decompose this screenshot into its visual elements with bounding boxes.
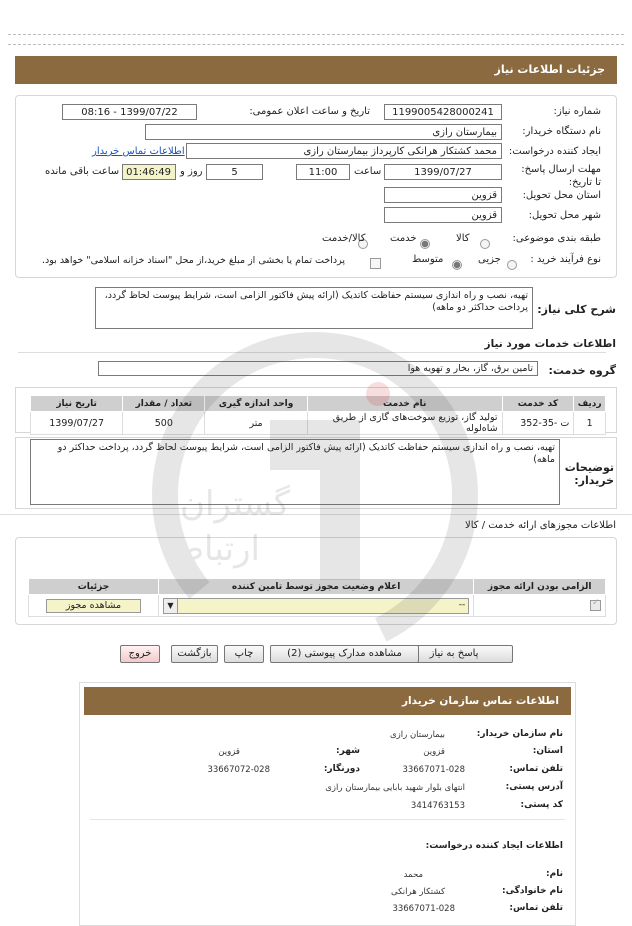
- permit-details-cell: [29, 595, 159, 617]
- description-textarea: تهیه، نصب و راه اندازی سیستم حفاظت کاتدیک (ارائه پیش فاکتور الزامی است، شرایط پیوست لحاظ گردد، پرداخت حداکثر دو ماهه): [95, 287, 533, 329]
- contact-fax-value: 33667072-028: [207, 765, 270, 775]
- chevron-down-icon: ▼: [164, 599, 178, 613]
- radio-medium-label: متوسط: [412, 254, 444, 265]
- buyer-notes-label: توضیحات خریدار:: [564, 461, 614, 487]
- col-qty: تعداد / مقدار: [123, 396, 205, 412]
- contact-phone-label: تلفن تماس:: [509, 764, 563, 774]
- city-label: شهر محل تحویل:: [528, 210, 601, 221]
- service-group-field: تامین برق، گاز، بخار و تهویه هوا: [98, 361, 538, 376]
- back-button[interactable]: بازگشت: [171, 645, 218, 663]
- days-field: 5: [206, 164, 263, 180]
- days-label: روز و: [180, 166, 203, 177]
- contact-title: اطلاعات تماس سازمان خریدار: [84, 687, 571, 715]
- contact-phone-value: 33667071-028: [402, 765, 465, 775]
- col-date: تاریخ نیاز: [31, 396, 123, 412]
- contact-city-label: شهر:: [336, 746, 360, 756]
- col-unit: واحد اندازه گیری: [205, 396, 308, 412]
- print-button[interactable]: چاپ: [224, 645, 264, 663]
- radio-partial[interactable]: [507, 254, 517, 273]
- treasury-checkbox[interactable]: [370, 253, 381, 272]
- exit-button[interactable]: خروج: [120, 645, 160, 663]
- service-group-label: گروه خدمت:: [548, 364, 616, 377]
- need-number-field: 1199005428000241: [384, 104, 502, 120]
- creator-name-value: محمد: [403, 870, 423, 880]
- creator-field: محمد کشتکار هرانکی کارپرداز بیمارستان رازی: [186, 143, 502, 159]
- purchase-type-label: نوع فرآیند خرید :: [530, 254, 601, 265]
- permit-required-checkbox: [590, 600, 601, 611]
- permits-table: [28, 578, 606, 617]
- deadline-label: مهلت ارسال پاسخ: تا تاریخ:: [521, 164, 601, 188]
- contact-province-label: استان:: [532, 746, 563, 756]
- announce-date-field: 1399/07/22 - 08:16: [62, 104, 197, 120]
- payment-note: پرداخت تمام یا بخشی از مبلغ خرید،از محل "اسناد خزانه اسلامی" خواهد بود.: [42, 255, 345, 266]
- creator-phone-label: تلفن تماس:: [509, 903, 563, 913]
- province-label: استان محل تحویل:: [522, 190, 601, 201]
- col-row: ردیف: [574, 396, 606, 412]
- cell-qty: 500: [123, 412, 205, 435]
- table-row: [31, 412, 606, 435]
- contact-panel: [79, 682, 576, 926]
- services-title: اطلاعات خدمات مورد نیاز: [484, 338, 616, 350]
- category-label: طبقه بندی موضوعی:: [512, 233, 601, 244]
- table-row: [29, 595, 606, 617]
- radio-goods-label: کالا: [456, 233, 470, 244]
- announce-date-label: تاریخ و ساعت اعلان عمومی:: [249, 106, 370, 117]
- contact-postal-label: کد پستی:: [520, 800, 563, 810]
- creator-label: ایجاد کننده درخواست:: [508, 146, 601, 157]
- radio-service[interactable]: [420, 233, 430, 252]
- radio-goods[interactable]: [480, 233, 490, 252]
- remaining-time-field: 01:46:49: [122, 164, 176, 180]
- view-permit-button[interactable]: مشاهده مجوز: [46, 599, 141, 613]
- permit-required-cell: [474, 595, 606, 617]
- creator-phone-value: 33667071-028: [392, 904, 455, 914]
- buyer-field: بیمارستان رازی: [145, 124, 502, 140]
- need-number-label: شماره نیاز:: [553, 106, 601, 117]
- radio-service-label: خدمت: [390, 233, 417, 244]
- buyer-label: نام دستگاه خریدار:: [522, 126, 601, 137]
- col-permit-status: اعلام وضعیت مجوز توسط تامین کننده: [158, 579, 473, 595]
- col-permit-required: الزامی بودن ارائه مجوز: [474, 579, 606, 595]
- cell-unit: متر: [205, 412, 308, 435]
- radio-partial-label: جزیی: [478, 254, 501, 265]
- check-icon: ✓: [592, 598, 600, 608]
- col-name: نام خدمت: [307, 396, 502, 412]
- col-permit-details: جزئیات: [29, 579, 159, 595]
- contact-fax-label: دورنگار:: [323, 764, 360, 774]
- contact-province-value: قزوین: [423, 747, 445, 757]
- permits-title: اطلاعات مجوزهای ارائه خدمت / کالا: [465, 520, 616, 531]
- contact-address-value: انتهای بلوار شهید بابایی بیمارستان رازی: [325, 783, 465, 793]
- col-code: کد خدمت: [502, 396, 574, 412]
- page-header: جزئیات اطلاعات نیاز: [15, 56, 617, 84]
- contact-org-value: بیمارستان رازی: [390, 730, 445, 740]
- city-field: قزوین: [384, 207, 502, 223]
- cell-date: 1399/07/27: [31, 412, 123, 435]
- permit-status-select[interactable]: [163, 598, 469, 614]
- services-table: [30, 395, 606, 435]
- radio-goods-service-label: کالا/خدمت: [322, 233, 366, 244]
- contact-postal-value: 3414763153: [410, 801, 465, 811]
- contact-city-value: قزوین: [218, 747, 240, 757]
- attachments-button[interactable]: مشاهده مدارک پیوستی (2): [270, 645, 419, 663]
- cell-code: ت -35-352: [502, 412, 574, 435]
- creator-section-title: اطلاعات ایجاد کننده درخواست:: [425, 841, 563, 851]
- description-label: شرح کلی نیاز:: [537, 303, 616, 316]
- contact-address-label: آدرس پستی:: [505, 782, 563, 792]
- province-field: قزوین: [384, 187, 502, 203]
- creator-family-value: کشتکار هرانکی: [391, 887, 445, 897]
- deadline-time-field: 11:00: [296, 164, 350, 180]
- buyer-contact-link[interactable]: اطلاعات تماس خریدار: [92, 146, 185, 157]
- creator-name-label: نام:: [546, 869, 563, 879]
- permit-select-value: --: [458, 599, 466, 610]
- buyer-notes-textarea: تهیه، نصب و راه اندازی سیستم حفاظت کاتدیک (ارائه پیش فاکتور الزامی است، شرایط پیوست لحاظ گردد، پرداخت حداکثر دو ماهه): [30, 439, 560, 505]
- deadline-date-field: 1399/07/27: [384, 164, 502, 180]
- permit-status-cell: [158, 595, 473, 617]
- cell-row: 1: [574, 412, 606, 435]
- contact-org-label: نام سازمان خریدار:: [476, 729, 563, 739]
- creator-family-label: نام خانوادگی:: [501, 886, 563, 896]
- radio-medium[interactable]: [452, 254, 462, 273]
- reply-button[interactable]: پاسخ به نیاز: [395, 645, 513, 663]
- time-label: ساعت: [354, 166, 382, 177]
- cell-name: تولید گاز، توزیع سوخت‌های گازی از طریق شاه‌لوله: [307, 412, 502, 435]
- remaining-label: ساعت باقی مانده: [45, 166, 120, 177]
